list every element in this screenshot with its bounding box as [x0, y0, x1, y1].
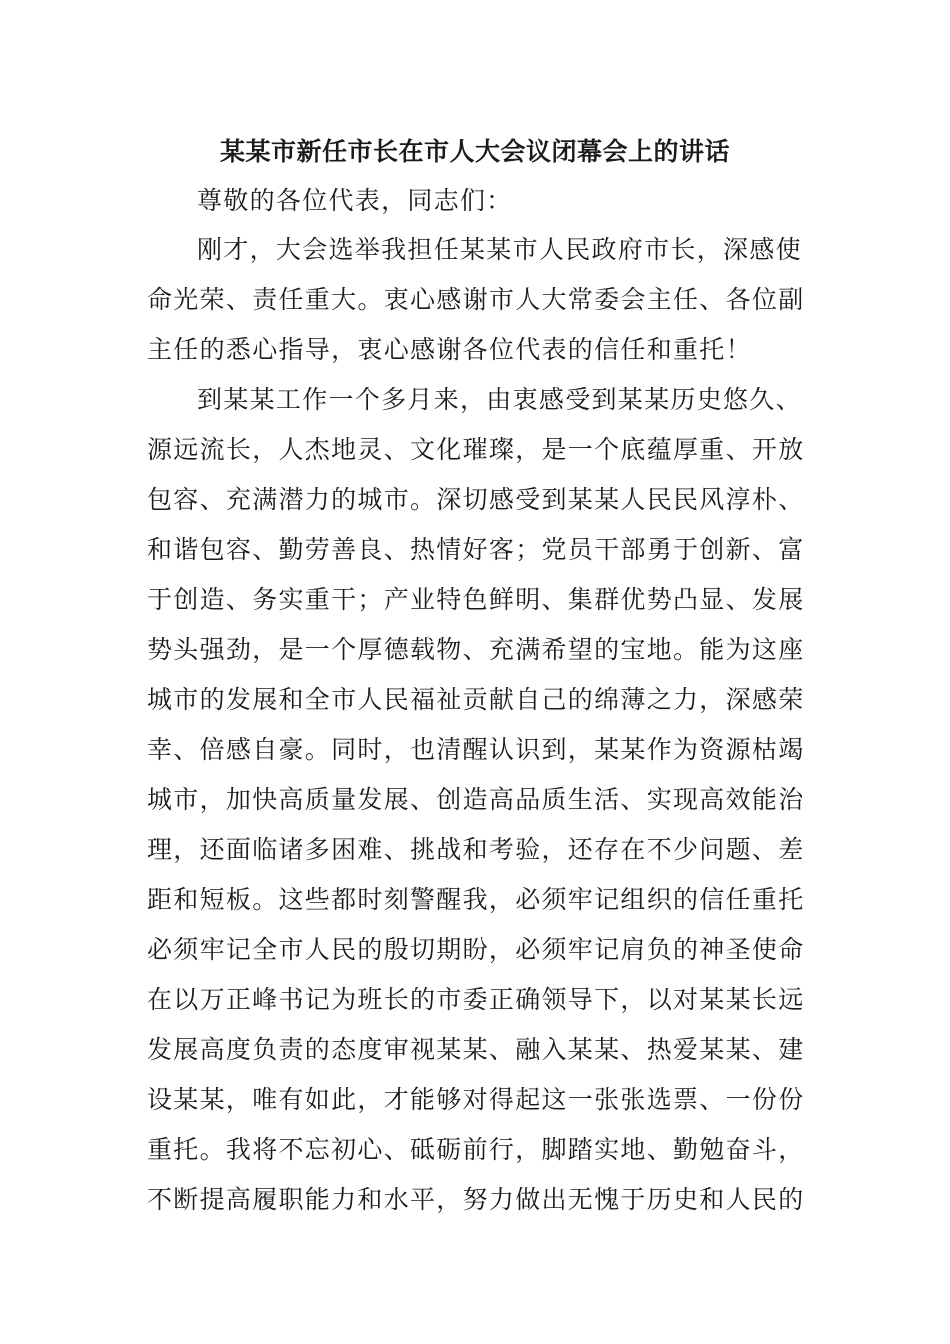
paragraph-2-line: 距和短板。这些都时刻警醒我，必须牢记组织的信任重托: [147, 885, 805, 914]
paragraph-2-line: 必须牢记全市人民的殷切期盼，必须牢记肩负的神圣使命: [147, 935, 805, 964]
paragraph-2-line: 城市的发展和全市人民福祉贡献自己的绵薄之力，深感荣: [147, 685, 805, 714]
paragraph-2-line: 和谐包容、勤劳善良、热情好客；党员干部勇于创新、富: [147, 535, 805, 564]
salutation: 尊敬的各位代表，同志们：: [197, 186, 513, 215]
paragraph-2-line: 理，还面临诸多困难、挑战和考验，还存在不少问题、差: [147, 835, 805, 864]
paragraph-2-line: 设某某，唯有如此，才能够对得起这一张张选票、一份份: [147, 1085, 805, 1114]
paragraph-2-line: 在以万正峰书记为班长的市委正确领导下，以对某某长远: [147, 985, 805, 1014]
paragraph-1-line: 主任的悉心指导，衷心感谢各位代表的信任和重托！: [147, 335, 752, 364]
paragraph-2-line: 不断提高履职能力和水平，努力做出无愧于历史和人民的: [147, 1185, 805, 1214]
paragraph-2-line: 源远流长，人杰地灵、文化璀璨，是一个底蕴厚重、开放: [147, 435, 805, 464]
paragraph-2-line: 城市，加快高质量发展、创造高品质生活、实现高效能治: [147, 785, 805, 814]
paragraph-2-line: 包容、充满潜力的城市。深切感受到某某人民民风淳朴、: [147, 485, 805, 514]
paragraph-2-line: 势头强劲，是一个厚德载物、充满希望的宝地。能为这座: [147, 635, 805, 664]
paragraph-2-line: 于创造、务实重干；产业特色鲜明、集群优势凸显、发展: [147, 585, 805, 614]
paragraph-2-line: 幸、倍感自豪。同时，也清醒认识到，某某作为资源枯竭: [147, 735, 805, 764]
paragraph-2-line: 发展高度负责的态度审视某某、融入某某、热爱某某、建: [147, 1035, 805, 1064]
paragraph-1-line: 命光荣、责任重大。衷心感谢市人大常委会主任、各位副: [147, 285, 805, 314]
paragraph-2-line: 重托。我将不忘初心、砥砺前行，脚踏实地、勤勉奋斗，: [147, 1135, 805, 1164]
document-title: 某某市新任市长在市人大会议闭幕会上的讲话: [219, 137, 730, 166]
paragraph-1-line: 刚才，大会选举我担任某某市人民政府市长，深感使: [197, 235, 802, 264]
paragraph-2-line: 到某某工作一个多月来，由衷感受到某某历史悠久、: [197, 385, 802, 414]
